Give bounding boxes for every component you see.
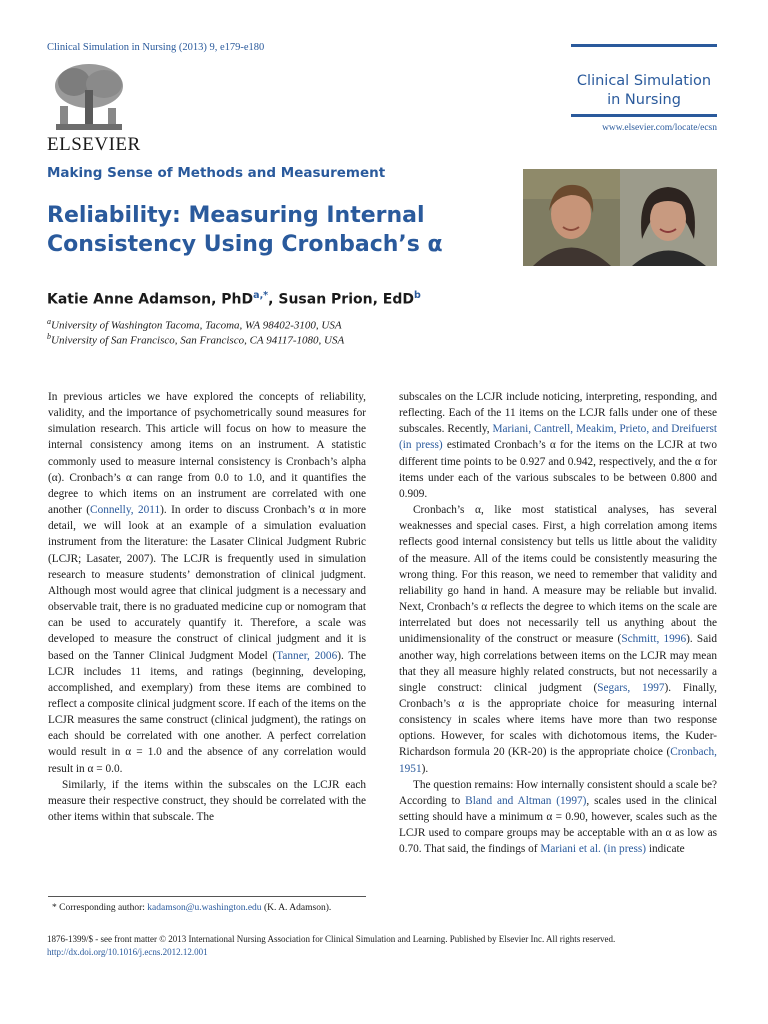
paragraph-weaknesses	[399, 502, 717, 777]
reference-link-segars[interactable]: Segars, 1997	[597, 681, 665, 694]
paragraph-text: ). Said another way, high correlations between items on the LCJR may mean that they all measure highly related constructs, but not necessarily a single construct: clinical judgment (	[399, 633, 717, 694]
footnote-suffix: (K. A. Adamson).	[261, 903, 332, 913]
author-photo-adamson	[523, 169, 620, 266]
paragraph-text: Similarly, if the items within the subscales on the LCJR each measure their respective construct, they should be correlated with the other items within that subscale. The	[48, 778, 366, 824]
reference-link-schmitt[interactable]: Schmitt, 1996	[621, 633, 687, 646]
journal-title-line1: Clinical Simulation	[576, 73, 712, 89]
journal-citation-link[interactable]: Clinical Simulation in Nursing (2013) 9, e179-e180	[47, 42, 265, 53]
author-separator: ,	[268, 291, 279, 308]
affiliation-b	[47, 332, 344, 347]
paragraph-text: The question remains: How internally consistent should a scale be? According to	[399, 778, 717, 807]
paragraph-intro	[48, 389, 366, 777]
article-title-line1: Reliability: Measuring Internal	[47, 203, 425, 228]
copyright-notice: 1876-1399/$ - see front matter © 2013 International Nursing Association for Clinical Simulation and Learning. Published by Elsevier Inc. All rights reserved.	[47, 934, 616, 944]
corresponding-author-footnote	[52, 903, 331, 913]
reference-link-mariani[interactable]: Mariani, Cantrell, Meakim, Prieto, and Dreifuerst (in press)	[399, 423, 717, 452]
author-affil-marker-prion[interactable]: b	[413, 290, 421, 301]
paragraph-text: estimated Cronbach’s α for the items on the LCJR at two different time points to be 0.927 and 0.942, respectively, and the α for items under each of the various subscales to be between 0.800 and 0.909.	[399, 439, 717, 500]
journal-rule-bottom	[571, 114, 717, 117]
paragraph-text: subscales on the LCJR include noticing, interpreting, responding, and reflecting. Each of the 11 items on the LCJR falls under one of these subscales. Recently,	[399, 391, 717, 436]
paragraph-subscales	[48, 777, 366, 825]
reference-link-connelly[interactable]: Connelly, 2011	[90, 504, 161, 517]
footnote-divider	[48, 896, 366, 897]
paragraph-text: ).	[421, 762, 429, 775]
author-email-link[interactable]: kadamson@u.washington.edu	[147, 903, 262, 913]
publisher-name: ELSEVIER	[47, 134, 141, 155]
footnote-prefix: * Corresponding author:	[52, 903, 148, 913]
journal-rule-top	[571, 44, 717, 47]
author-photo-prion	[620, 169, 717, 266]
section-label: Making Sense of Methods and Measurement	[47, 165, 386, 181]
paragraph-question	[399, 777, 717, 858]
reference-link-bland-altman[interactable]: Bland and Altman (1997)	[465, 794, 587, 807]
paragraph-text: Cronbach’s α, like most statistical analyses, has several weaknesses and special cases. First, a high correlation among items reflects good internal consistency but tells us little about the validity of the measure. All of the items could be consistently measuring the wrong thing. For this reason, we need to remember that validity and reliability go hand in hand. A measure may be reliable but invalid. Next, Cronbach’s α reflects the degree to which items on the scale are interrelated but does not necessarily tell us anything about the unidimensionality of the construct or measure (	[399, 504, 717, 646]
article-title	[47, 201, 467, 259]
journal-url-link[interactable]: www.elsevier.com/locate/ecsn	[602, 123, 717, 133]
reference-link-tanner[interactable]: Tanner, 2006	[276, 649, 338, 662]
affiliation-b-text: University of San Francisco, San Francisco, CA 94117-1080, USA	[51, 334, 345, 347]
affiliation-a	[47, 317, 342, 332]
paragraph-text: In previous articles we have explored the concepts of reliability, validity, and the importance of psychometrically sound measures for simulation research. This article will focus on how to measure the internal consistency among items on an instrument. A statistic commonly used to measure internal consistency is Cronbach’s alpha (α). Cronbach’s α can range from 0.0 to 1.0, and it quantifies the degree to which items on an instrument are correlated with one another (	[48, 391, 366, 517]
paragraph-text: indicate	[646, 843, 685, 856]
affiliation-b-marker: b	[47, 332, 51, 341]
doi-link[interactable]: http://dx.doi.org/10.1016/j.ecns.2012.12.001	[47, 947, 208, 957]
author-name-prion: Susan Prion, EdD	[278, 291, 414, 308]
article-title-line2: Consistency Using Cronbach’s α	[47, 232, 443, 257]
paragraph-text: ). Finally, Cronbach’s α is the appropriate choice for measuring internal consistency in scales where items have more than two response options. However, for scales with dichotomous items, the Kuder-Richardson formula 20 (KR-20) is the appropriate choice (	[399, 681, 717, 759]
reference-link-cronbach[interactable]: Cronbach, 1951	[399, 746, 717, 775]
paragraph-text: , scales used in the clinical setting should have a minimum α = 0.90, however, scales such as the LCJR used to compare groups may be acceptable with an α as low as 0.70. That said, the findings of	[399, 794, 717, 856]
affiliation-a-text: University of Washington Tacoma, Tacoma, WA 98402-3100, USA	[51, 319, 342, 332]
author-list	[47, 290, 421, 308]
reference-link-mariani-et-al[interactable]: Mariani et al. (in press)	[540, 843, 647, 856]
author-name-adamson: Katie Anne Adamson, PhD	[47, 291, 254, 308]
paragraph-text: ). The LCJR includes 11 items, and ratings (beginning, developing, accomplished, and exemplary) from these items are combined to reflect a composite clinical judgment score. If each of the items on the LCJR measures the same construct (clinical judgment), the ratings on each should be correlated with one another. A perfect correlation would result in α = 1.0 and the absence of any correlation would result in α = 0.0.	[48, 649, 366, 775]
paragraph-subscales-cont	[399, 389, 717, 502]
journal-title-line2: in Nursing	[607, 92, 681, 108]
body-column-right	[399, 389, 717, 858]
paragraph-text: ). In order to discuss Cronbach’s α in more detail, we will look at an example of a simulation evaluation instrument from the literature: the Lasater Clinical Judgment Rubric (LCJR; Lasater, 2007). The LCJR is frequently used in simulation research to measure students’ demonstration of clinical judgment. Although most would agree that clinical judgment is a necessary and observable trait, there is no graduated medicine cup or nomogram that can be used to accurately quantify it. Therefore, a scale was developed to measure the construct of clinical judgment and it is based on the Tanner Clinical Judgment Model (	[48, 504, 366, 662]
body-column-left	[48, 389, 366, 825]
affiliation-a-marker: a	[47, 317, 51, 326]
journal-title	[571, 72, 717, 110]
author-affil-marker-adamson[interactable]: a,*	[253, 290, 269, 301]
